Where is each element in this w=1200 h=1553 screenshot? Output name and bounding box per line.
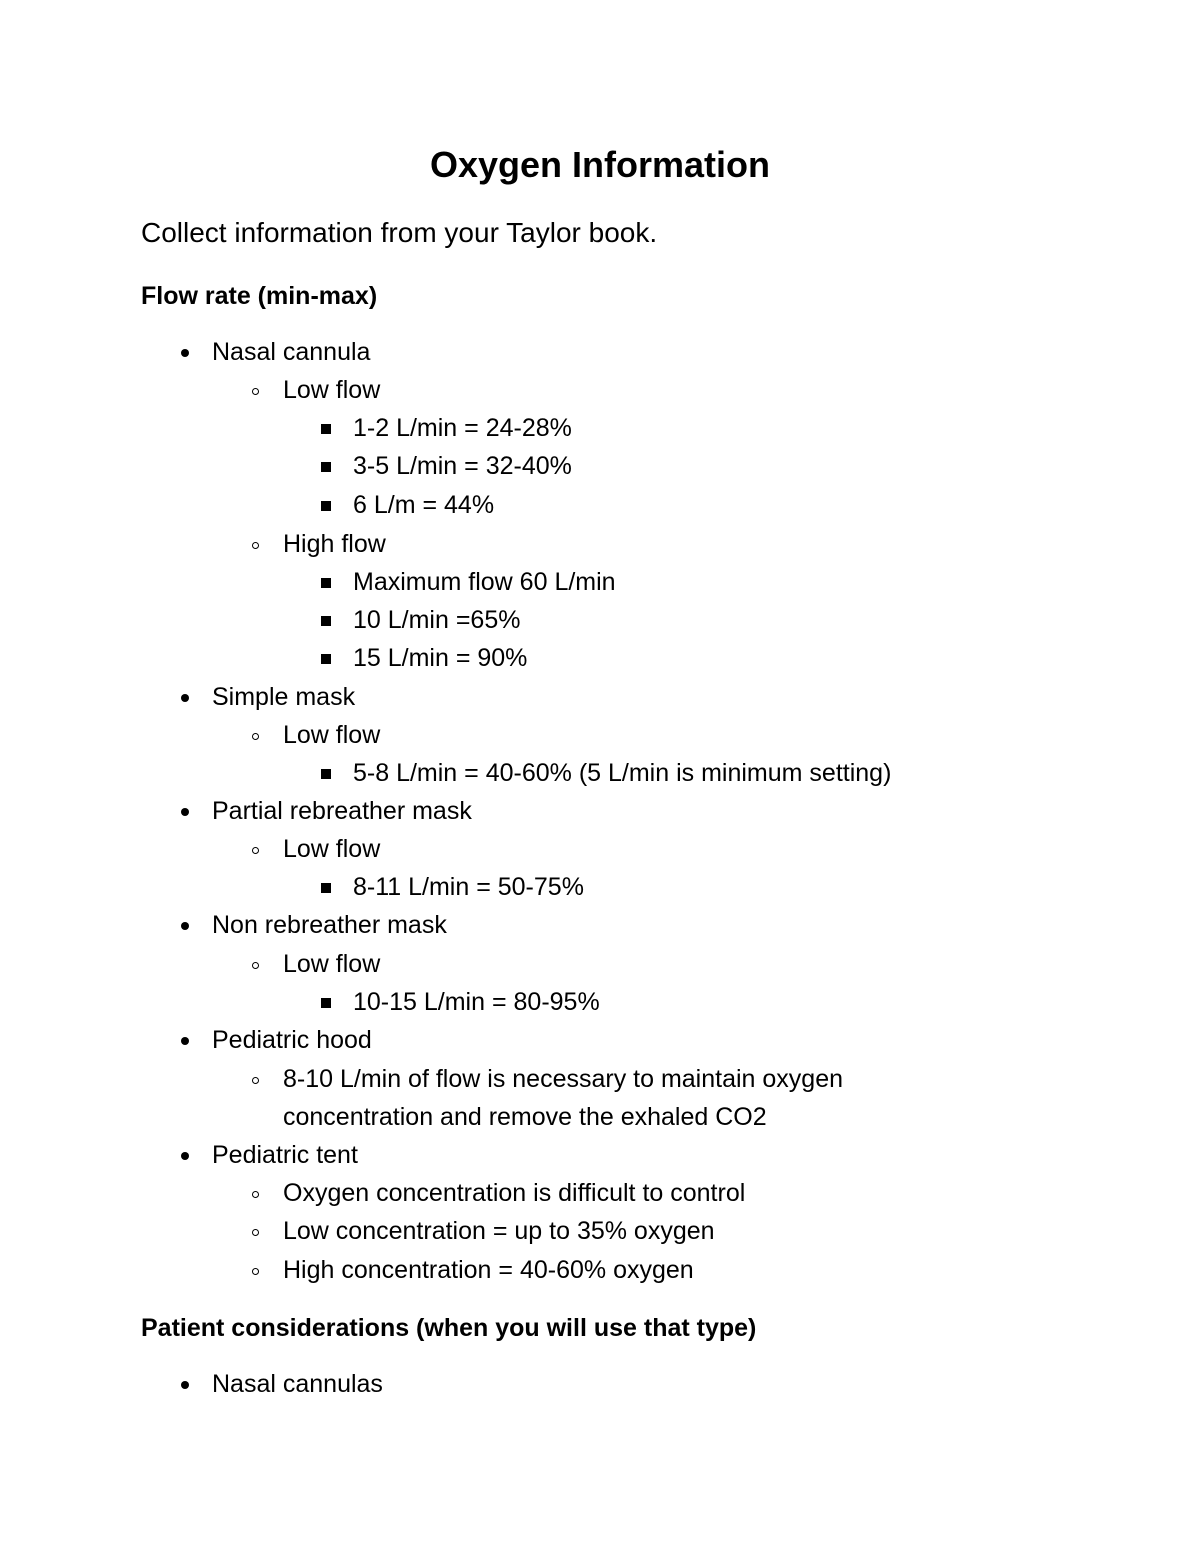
section-heading-flow-rate: Flow rate (min-max) xyxy=(141,282,378,310)
bullet-circle-icon xyxy=(245,1060,265,1098)
list-item-text: 8-10 L/min of flow is necessary to maintain oxygen xyxy=(283,1065,843,1093)
list-item-text: Low flow xyxy=(283,376,381,404)
bullet-square-icon xyxy=(316,447,336,485)
bullet-circle-icon xyxy=(245,371,265,409)
bullet-square-icon xyxy=(316,639,336,677)
list-item-text: High flow xyxy=(283,530,386,558)
list-item-text: 10-15 L/min = 80-95% xyxy=(353,988,600,1016)
bullet-square-icon xyxy=(316,601,336,639)
list-item-text: Low flow xyxy=(283,835,381,863)
list-item-text: Simple mask xyxy=(212,683,356,711)
section-heading-patient-considerations: Patient considerations (when you will use that type) xyxy=(141,1314,757,1342)
list-item-text: Pediatric hood xyxy=(212,1026,372,1054)
list-item-text: Maximum flow 60 L/min xyxy=(353,568,616,596)
bullet-square-icon xyxy=(316,409,336,447)
bullet-circle-icon xyxy=(245,1174,265,1212)
bullet-circle-icon xyxy=(245,830,265,868)
list-item-text: Non rebreather mask xyxy=(212,911,447,939)
bullet-disc-icon xyxy=(175,678,195,716)
list-item-text: 15 L/min = 90% xyxy=(353,644,528,672)
list-item-text: Partial rebreather mask xyxy=(212,797,472,825)
list-item-text: High concentration = 40-60% oxygen xyxy=(283,1256,694,1284)
list-item-text: 1-2 L/min = 24-28% xyxy=(353,414,572,442)
list-item-text: Low flow xyxy=(283,721,381,749)
list-item-text: Nasal cannulas xyxy=(212,1370,383,1398)
bullet-disc-icon xyxy=(175,1365,195,1403)
list-item-text: 8-11 L/min = 50-75% xyxy=(353,873,584,901)
bullet-square-icon xyxy=(316,983,336,1021)
list-item-text: Pediatric tent xyxy=(212,1141,358,1169)
bullet-circle-icon xyxy=(245,945,265,983)
intro-text: Collect information from your Taylor book. xyxy=(141,217,658,248)
list-item-text: Oxygen concentration is difficult to control xyxy=(283,1179,746,1207)
bullet-circle-icon xyxy=(245,1212,265,1250)
bullet-circle-icon xyxy=(245,525,265,563)
bullet-circle-icon xyxy=(245,716,265,754)
bullet-square-icon xyxy=(316,754,336,792)
bullet-disc-icon xyxy=(175,333,195,371)
list-item-text: 6 L/m = 44% xyxy=(353,491,495,519)
bullet-square-icon xyxy=(316,563,336,601)
bullet-disc-icon xyxy=(175,792,195,830)
list-item-text: Low flow xyxy=(283,950,381,978)
bullet-square-icon xyxy=(316,868,336,906)
list-item-text: concentration and remove the exhaled CO2 xyxy=(283,1103,767,1131)
bullet-square-icon xyxy=(316,486,336,524)
list-item-text: 10 L/min =65% xyxy=(353,606,521,634)
list-item-text: 3-5 L/min = 32-40% xyxy=(353,452,572,480)
bullet-circle-icon xyxy=(245,1251,265,1289)
list-item-text: 5-8 L/min = 40-60% (5 L/min is minimum setting) xyxy=(353,759,892,787)
list-item-text: Low concentration = up to 35% oxygen xyxy=(283,1217,715,1245)
page-title: Oxygen Information xyxy=(429,144,771,185)
list-item-text: Nasal cannula xyxy=(212,338,371,366)
bullet-disc-icon xyxy=(175,1136,195,1174)
bullet-disc-icon xyxy=(175,906,195,944)
bullet-disc-icon xyxy=(175,1021,195,1059)
